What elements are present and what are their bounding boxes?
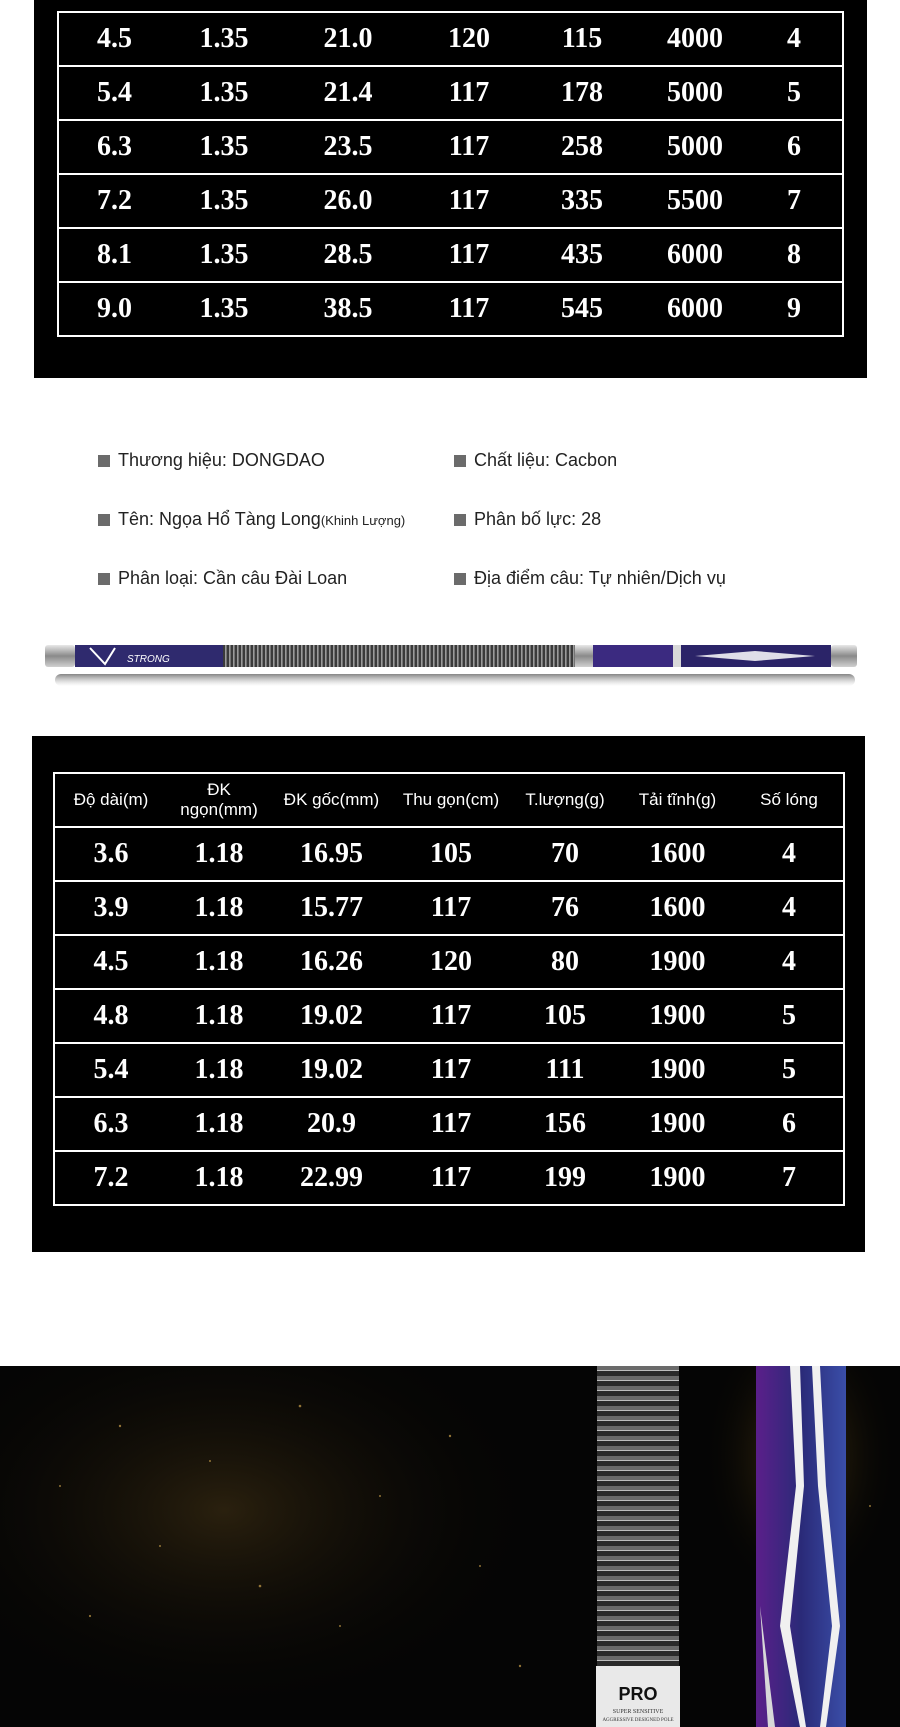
table-header-row: [54, 773, 844, 827]
table-cell: 117: [392, 881, 510, 935]
table-cell: 6: [735, 1097, 844, 1151]
table-row: [54, 1151, 844, 1205]
table-cell: 7: [746, 174, 843, 228]
svg-text:SUPER SENSITIVE: SUPER SENSITIVE: [612, 1709, 664, 1715]
table-cell: 105: [392, 827, 510, 881]
table-cell: 117: [392, 1043, 510, 1097]
table-row: [58, 66, 843, 120]
table-cell: 4: [735, 935, 844, 989]
bullet-square-icon: [98, 455, 110, 467]
table-cell: 4: [735, 827, 844, 881]
table-row: [58, 174, 843, 228]
table-cell: 8.1: [58, 228, 170, 282]
table-cell: 117: [418, 174, 520, 228]
table-cell: 70: [510, 827, 620, 881]
table-cell: 117: [418, 282, 520, 336]
table-cell: 1.35: [170, 12, 278, 66]
table-cell: 19.02: [271, 989, 392, 1043]
table-cell: 120: [418, 12, 520, 66]
table-cell: 1.18: [167, 1151, 271, 1205]
table-cell: 117: [418, 120, 520, 174]
table-cell: 1.35: [170, 120, 278, 174]
table-cell: 3.9: [54, 881, 167, 935]
table-cell: 8: [746, 228, 843, 282]
table-cell: 117: [392, 1097, 510, 1151]
fishing-rod-icon: [45, 640, 857, 690]
table-cell: 22.99: [271, 1151, 392, 1205]
spec-table-bottom: [53, 772, 845, 1206]
table-cell: 7.2: [58, 174, 170, 228]
table-cell: 1.18: [167, 827, 271, 881]
table-cell: 4.5: [54, 935, 167, 989]
table-cell: 117: [392, 989, 510, 1043]
table-cell: 4: [735, 881, 844, 935]
table-cell: 5500: [644, 174, 746, 228]
table-cell: 1900: [620, 1097, 735, 1151]
bullet-square-icon: [454, 514, 466, 526]
table-cell: 4.5: [58, 12, 170, 66]
table-cell: 1600: [620, 881, 735, 935]
table-cell: 16.95: [271, 827, 392, 881]
fishing-rod-image: [45, 640, 857, 690]
table-cell: 6000: [644, 228, 746, 282]
table-cell: 1.35: [170, 282, 278, 336]
table-cell: 9: [746, 282, 843, 336]
table-row: [58, 228, 843, 282]
table-cell: 21.0: [278, 12, 418, 66]
table-cell: 38.5: [278, 282, 418, 336]
spec-table-top: [57, 11, 844, 337]
table-row: [54, 827, 844, 881]
column-header: T.lượng(g): [510, 773, 620, 827]
bullet-square-icon: [98, 514, 110, 526]
table-cell: 1.18: [167, 1043, 271, 1097]
table-cell: 5000: [644, 120, 746, 174]
table-cell: 1.35: [170, 174, 278, 228]
table-row: [54, 989, 844, 1043]
table-cell: 5000: [644, 66, 746, 120]
table-cell: 117: [418, 228, 520, 282]
table-cell: 76: [510, 881, 620, 935]
svg-text:STRONG: STRONG: [127, 654, 170, 665]
table-cell: 7.2: [54, 1151, 167, 1205]
column-header: Tải tĩnh(g): [620, 773, 735, 827]
svg-text:AGGRESSIVE DESIGNED POLE: AGGRESSIVE DESIGNED POLE: [602, 1718, 674, 1723]
table-cell: 6: [746, 120, 843, 174]
table-cell: 23.5: [278, 120, 418, 174]
attr-material: Chất liệu: Cacbon: [454, 450, 617, 471]
table-cell: 7: [735, 1151, 844, 1205]
column-header: ĐK ngọn(mm): [167, 773, 271, 827]
bullet-square-icon: [454, 573, 466, 585]
table-cell: 6000: [644, 282, 746, 336]
table-cell: 1600: [620, 827, 735, 881]
table-cell: 545: [520, 282, 644, 336]
table-cell: 1.18: [167, 1097, 271, 1151]
table-row: [54, 935, 844, 989]
table-row: [54, 1043, 844, 1097]
attr-name: Tên: Ngọa Hổ Tàng Long(Khinh Lượng): [98, 509, 405, 530]
attr-force: Phân bố lực: 28: [454, 509, 601, 530]
column-header: Thu gọn(cm): [392, 773, 510, 827]
table-cell: 6.3: [54, 1097, 167, 1151]
table-cell: 16.26: [271, 935, 392, 989]
table-cell: 28.5: [278, 228, 418, 282]
table-cell: 1.35: [170, 66, 278, 120]
table-cell: 1.35: [170, 228, 278, 282]
table-cell: 5: [746, 66, 843, 120]
bullet-square-icon: [454, 455, 466, 467]
table-row: [58, 12, 843, 66]
table-cell: 1900: [620, 989, 735, 1043]
table-cell: 5: [735, 1043, 844, 1097]
table-cell: 199: [510, 1151, 620, 1205]
table-cell: 1900: [620, 1043, 735, 1097]
attr-location: Địa điểm câu: Tự nhiên/Dịch vụ: [454, 568, 726, 589]
table-row: [58, 120, 843, 174]
table-cell: 20.9: [271, 1097, 392, 1151]
table-row: [54, 881, 844, 935]
table-cell: 5: [735, 989, 844, 1043]
table-cell: 1.18: [167, 989, 271, 1043]
table-cell: 15.77: [271, 881, 392, 935]
table-cell: 4.8: [54, 989, 167, 1043]
rod-closeup-image: [0, 1366, 900, 1727]
table-cell: 5.4: [54, 1043, 167, 1097]
column-header: Độ dài(m): [54, 773, 167, 827]
table-cell: 4000: [644, 12, 746, 66]
table-cell: 115: [520, 12, 644, 66]
column-header: Số lóng: [735, 773, 844, 827]
table-cell: 5.4: [58, 66, 170, 120]
table-cell: 117: [392, 1151, 510, 1205]
table-cell: 1.18: [167, 881, 271, 935]
table-cell: 1900: [620, 1151, 735, 1205]
table-cell: 435: [520, 228, 644, 282]
column-header: ĐK gốc(mm): [271, 773, 392, 827]
table-cell: 111: [510, 1043, 620, 1097]
table-cell: 9.0: [58, 282, 170, 336]
table-cell: 4: [746, 12, 843, 66]
table-cell: 178: [520, 66, 644, 120]
table-row: [54, 1097, 844, 1151]
attr-brand: Thương hiệu: DONGDAO: [98, 450, 325, 471]
table-cell: 80: [510, 935, 620, 989]
table-row: [58, 282, 843, 336]
table-cell: 3.6: [54, 827, 167, 881]
bullet-square-icon: [98, 573, 110, 585]
table-cell: 1900: [620, 935, 735, 989]
table-cell: 156: [510, 1097, 620, 1151]
attr-category: Phân loại: Cần câu Đài Loan: [98, 568, 347, 589]
table-cell: 19.02: [271, 1043, 392, 1097]
table-cell: 335: [520, 174, 644, 228]
svg-text:PRO: PRO: [618, 1684, 658, 1704]
table-cell: 21.4: [278, 66, 418, 120]
table-cell: 258: [520, 120, 644, 174]
table-cell: 26.0: [278, 174, 418, 228]
table-cell: 105: [510, 989, 620, 1043]
table-cell: 120: [392, 935, 510, 989]
product-closeup-banner: [0, 1366, 900, 1727]
table-cell: 117: [418, 66, 520, 120]
table-cell: 6.3: [58, 120, 170, 174]
table-cell: 1.18: [167, 935, 271, 989]
